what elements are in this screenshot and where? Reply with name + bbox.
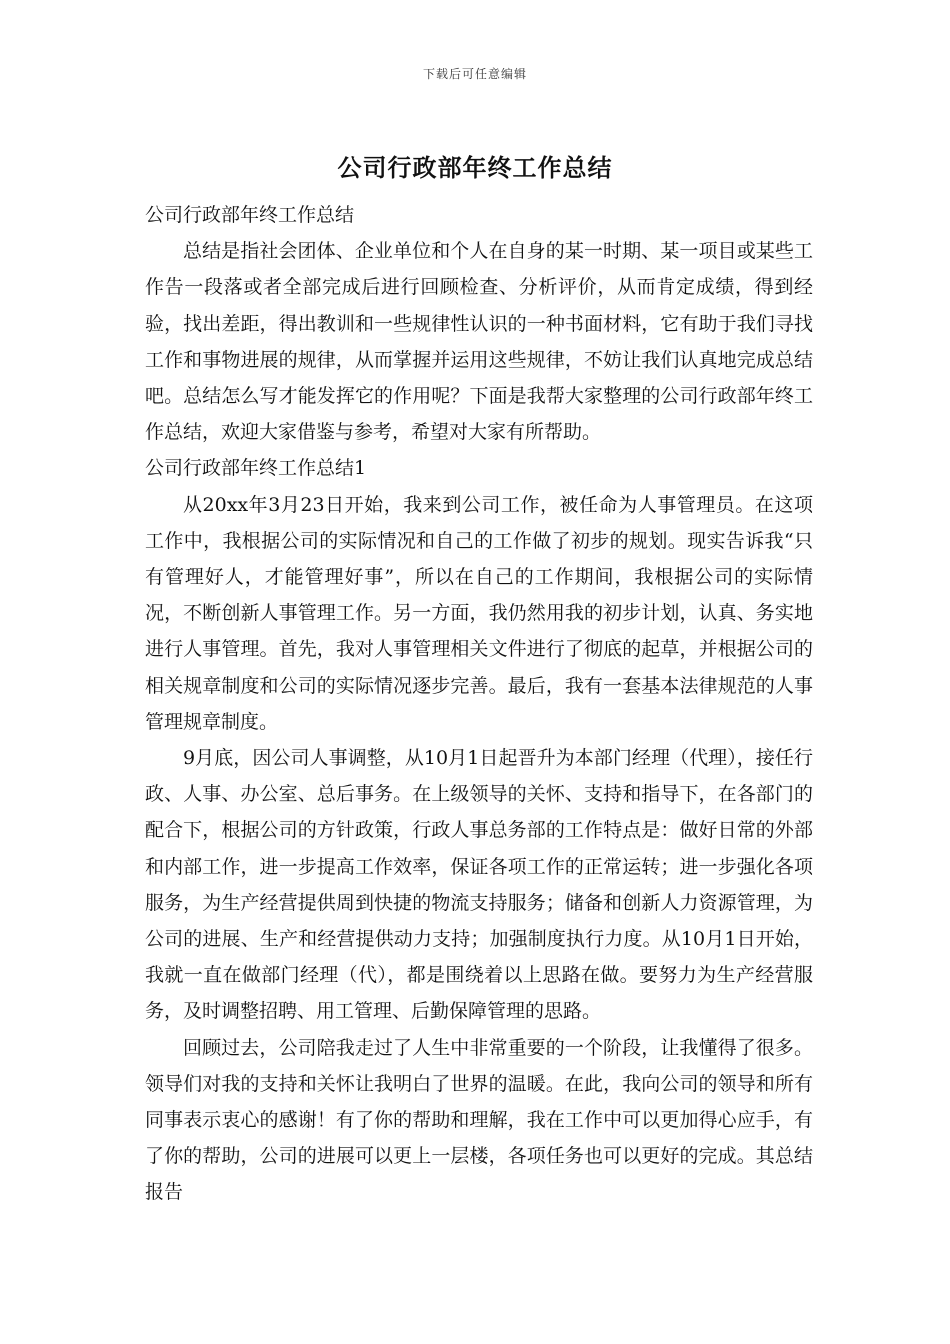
document-title: 公司行政部年终工作总结 <box>337 153 613 182</box>
section-heading: 公司行政部年终工作总结1 <box>145 457 367 480</box>
subtitle-line: 公司行政部年终工作总结 <box>145 204 355 226</box>
body-paragraph: 从20xx年3月23日开始，我来到公司工作，被任命为人事管理员。在这项工作中，我根据公司的实际情况和自己的工作做了初步的规划。现实告诉我“只有管理好人，才能管理好事”，所以在自己的工作期间，我根据公司的实际情况，不断创新人事管理工作。另一方面，我仍然用我的初步计划，认真、务实地进行人事管理。首先，我对人事管理相关文件进行了彻底的起草，并根据公司的相关规章制度和公司的实际情况逐步完善。最后，我有一套基本法律规范的人事管理规章制度。 <box>145 493 813 733</box>
document-body <box>145 197 813 1211</box>
body-paragraph: 回顾过去，公司陪我走过了人生中非常重要的一个阶段，让我懂得了很多。领导们对我的支持和关怀让我明白了世界的温暖。在此，我向公司的领导和所有同事表示衷心的感谢！有了你的帮助和理解，我在工作中可以更加得心应手，有了你的帮助，公司的进展可以更上一层楼，各项任务也可以更好的完成。其总结报告 <box>145 1036 813 1204</box>
header-note: 下载后可任意编辑 <box>422 67 527 81</box>
body-paragraph: 9月底，因公司人事调整，从10月1日起晋升为本部门经理（代理），接任行政、人事、办公室、总后事务。在上级领导的关怀、支持和指导下，在各部门的配合下，根据公司的方针政策，行政人事总务部的工作特点是：做好日常的外部和内部工作，进一步提高工作效率，保证各项工作的正常运转；进一步强化各项服务，为生产经营提供周到快捷的物流支持服务；储备和创新人力资源管理，为公司的进展、生产和经营提供动力支持；加强制度执行力度。从10月1日开始，我就一直在做部门经理（代），都是围绕着以上思路在做。要努力为生产经营服务，及时调整招聘、用工管理、后勤保障管理的思路。 <box>145 747 813 1023</box>
intro-paragraph: 总结是指社会团体、企业单位和个人在自身的某一时期、某一项目或某些工作告一段落或者全部完成后进行回顾检查、分析评价，从而肯定成绩，得到经验，找出差距，得出教训和一些规律性认识的一种书面材料，它有助于我们寻找工作和事物进展的规律，从而掌握并运用这些规律，不妨让我们认真地完成总结吧。总结怎么写才能发挥它的作用呢？下面是我帮大家整理的公司行政部年终工作总结，欢迎大家借鉴与参考，希望对大家有所帮助。 <box>145 240 813 444</box>
